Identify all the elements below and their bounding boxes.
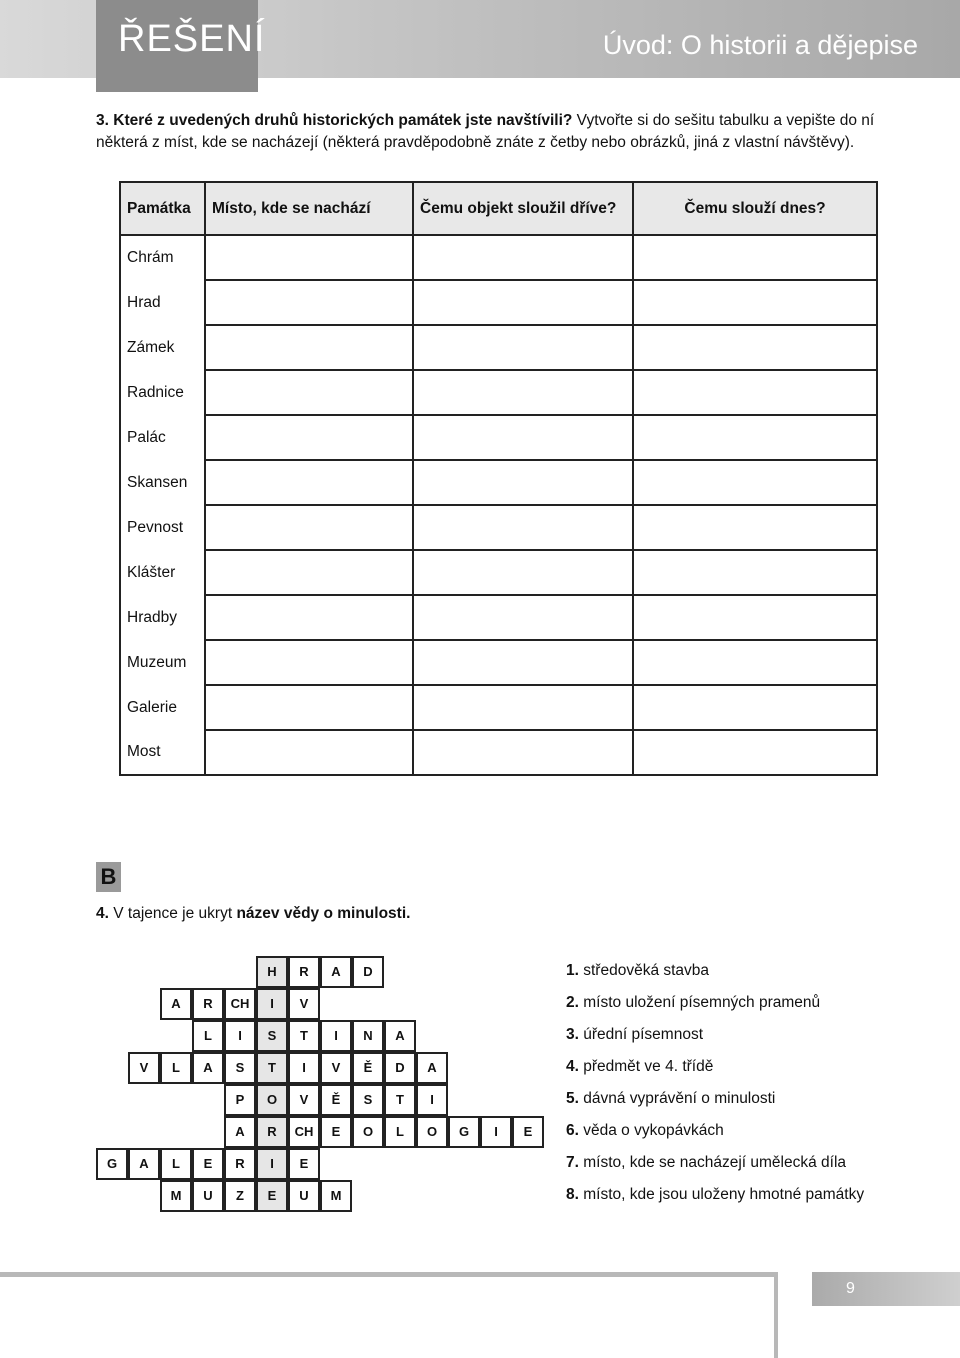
clue-text: místo, kde jsou uloženy hmotné památky (578, 1186, 865, 1203)
crossword-cell[interactable]: G (96, 1148, 128, 1180)
crossword-cell[interactable]: E (512, 1116, 544, 1148)
crossword-cell[interactable]: T (288, 1020, 320, 1052)
footer-divider (774, 1272, 778, 1358)
monument-name: Radnice (120, 370, 205, 415)
clue-item (566, 1090, 775, 1108)
table-row (120, 505, 877, 550)
question-text: V tajence je ukryt (108, 905, 237, 922)
question-bold: název vědy o minulosti. (236, 905, 411, 922)
clue-number: 6. (566, 1122, 579, 1139)
clue-item (566, 994, 820, 1012)
crossword-cell[interactable]: Ě (320, 1084, 352, 1116)
crossword-cell[interactable]: V (288, 988, 320, 1020)
monument-name: Hradby (120, 595, 205, 640)
monument-name: Pevnost (120, 505, 205, 550)
question-number: 4. (96, 905, 109, 922)
table-row (120, 460, 877, 505)
crossword-cell[interactable]: S (352, 1084, 384, 1116)
clue-number: 3. (566, 1026, 579, 1043)
crossword-cell[interactable]: R (192, 988, 224, 1020)
crossword-cell[interactable]: CH (288, 1116, 320, 1148)
footer-line (0, 1272, 776, 1277)
answer-cell[interactable] (205, 370, 413, 415)
answer-cell[interactable] (633, 460, 877, 505)
clue-item (566, 962, 709, 980)
monument-name: Klášter (120, 550, 205, 595)
answer-cell[interactable] (413, 460, 633, 505)
crossword-cell[interactable]: U (192, 1180, 224, 1212)
monument-name: Skansen (120, 460, 205, 505)
clue-text: místo, kde se nacházejí umělecká díla (578, 1154, 847, 1171)
clue-number: 5. (566, 1090, 579, 1107)
monument-name: Palác (120, 415, 205, 460)
table-row (120, 370, 877, 415)
section-b-badge: B (96, 862, 121, 892)
crossword-cell[interactable]: P (224, 1084, 256, 1116)
col-header-misto: Místo, kde se nachází (205, 182, 413, 235)
crossword-cell[interactable]: L (192, 1020, 224, 1052)
answer-cell[interactable] (413, 235, 633, 280)
crossword-cell[interactable]: R (224, 1148, 256, 1180)
clue-item (566, 1186, 864, 1204)
crossword-cell[interactable]: I (480, 1116, 512, 1148)
answer-cell[interactable] (413, 325, 633, 370)
crossword-cell[interactable]: U (288, 1180, 320, 1212)
clue-number: 1. (566, 962, 579, 979)
crossword-cell[interactable]: G (448, 1116, 480, 1148)
crossword-cell[interactable]: E (320, 1116, 352, 1148)
answer-cell[interactable] (413, 370, 633, 415)
answer-cell[interactable] (633, 280, 877, 325)
clue-number: 7. (566, 1154, 579, 1171)
monument-name: Most (120, 730, 205, 775)
crossword-solution-cell[interactable]: T (256, 1052, 288, 1084)
clue-text: předmět ve 4. třídě (578, 1058, 714, 1075)
clue-number: 2. (566, 994, 579, 1011)
answer-cell[interactable] (205, 550, 413, 595)
clue-item (566, 1122, 724, 1140)
crossword-cell[interactable]: V (128, 1052, 160, 1084)
monument-name: Chrám (120, 235, 205, 280)
answer-cell[interactable] (633, 415, 877, 460)
monument-name: Hrad (120, 280, 205, 325)
question-4 (96, 905, 410, 923)
question-bold: Které z uvedených druhů historických památek jste navštívili? (113, 112, 573, 129)
crossword-cell[interactable]: O (416, 1116, 448, 1148)
chapter-title: Úvod: O historii a dějepise (602, 30, 918, 60)
table-row (120, 685, 877, 730)
col-header-dnes: Čemu slouží dnes? (633, 182, 877, 235)
table-row (120, 640, 877, 685)
answer-cell[interactable] (205, 595, 413, 640)
clue-text: úřední písemnost (578, 1026, 704, 1043)
answer-cell[interactable] (205, 505, 413, 550)
col-header-drive: Čemu objekt sloužil dříve? (413, 182, 633, 235)
answer-cell[interactable] (205, 235, 413, 280)
answer-cell[interactable] (413, 505, 633, 550)
monument-name: Zámek (120, 325, 205, 370)
crossword-cell[interactable]: L (160, 1052, 192, 1084)
crossword-cell[interactable]: A (160, 988, 192, 1020)
answer-cell[interactable] (205, 460, 413, 505)
monument-name: Muzeum (120, 640, 205, 685)
answer-cell[interactable] (205, 415, 413, 460)
answer-cell[interactable] (205, 730, 413, 775)
crossword-cell[interactable]: A (128, 1148, 160, 1180)
table-row (120, 280, 877, 325)
crossword-cell[interactable]: L (160, 1148, 192, 1180)
crossword-cell[interactable]: I (224, 1020, 256, 1052)
answer-cell[interactable] (413, 685, 633, 730)
crossword-cell[interactable]: S (224, 1052, 256, 1084)
crossword-cell[interactable]: V (288, 1084, 320, 1116)
answer-cell[interactable] (633, 685, 877, 730)
answer-cell[interactable] (205, 685, 413, 730)
table-row (120, 325, 877, 370)
clue-number: 8. (566, 1186, 579, 1203)
answer-cell[interactable] (413, 415, 633, 460)
crossword-cell[interactable]: I (416, 1084, 448, 1116)
answer-cell[interactable] (413, 550, 633, 595)
monuments-table (119, 181, 878, 776)
table-body (120, 235, 877, 775)
crossword-cell[interactable]: M (160, 1180, 192, 1212)
crossword-solution-cell[interactable]: S (256, 1020, 288, 1052)
answer-cell[interactable] (633, 595, 877, 640)
crossword-cell[interactable]: A (416, 1052, 448, 1084)
answer-cell[interactable] (633, 370, 877, 415)
crossword-cell[interactable]: I (320, 1020, 352, 1052)
answer-cell[interactable] (205, 640, 413, 685)
table-row (120, 235, 877, 280)
answer-cell[interactable] (633, 730, 877, 775)
crossword-cell[interactable]: D (384, 1052, 416, 1084)
crossword-solution-cell[interactable]: I (256, 988, 288, 1020)
crossword-solution-cell[interactable]: E (256, 1180, 288, 1212)
crossword-solution-cell[interactable]: I (256, 1148, 288, 1180)
clue-text: středověká stavba (578, 962, 710, 979)
clue-item (566, 1058, 713, 1076)
answer-cell[interactable] (633, 640, 877, 685)
crossword-cell[interactable]: O (352, 1116, 384, 1148)
answer-cell[interactable] (633, 325, 877, 370)
crossword-cell[interactable]: N (352, 1020, 384, 1052)
crossword-cell[interactable]: A (320, 956, 352, 988)
answer-cell[interactable] (413, 595, 633, 640)
table-row (120, 415, 877, 460)
answer-cell[interactable] (633, 505, 877, 550)
crossword-solution-cell[interactable]: R (256, 1116, 288, 1148)
crossword-cell[interactable]: A (192, 1052, 224, 1084)
crossword-cell[interactable]: E (288, 1148, 320, 1180)
question-number: 3. (96, 112, 109, 129)
answer-cell[interactable] (205, 280, 413, 325)
clue-item (566, 1026, 703, 1044)
crossword-cell[interactable]: D (352, 956, 384, 988)
table-row (120, 595, 877, 640)
crossword-solution-cell[interactable]: H (256, 956, 288, 988)
clue-number: 4. (566, 1058, 579, 1075)
crossword-cell[interactable]: A (384, 1020, 416, 1052)
col-header-pamatka: Památka (120, 182, 205, 235)
answer-cell[interactable] (413, 280, 633, 325)
crossword-cell[interactable]: E (192, 1148, 224, 1180)
answer-cell[interactable] (413, 730, 633, 775)
crossword-solution-cell[interactable]: O (256, 1084, 288, 1116)
question-3 (96, 110, 886, 154)
page-number: 9 (846, 1280, 855, 1297)
crossword-cell[interactable]: T (384, 1084, 416, 1116)
answer-cell[interactable] (205, 325, 413, 370)
section-title: ŘEŠENÍ (118, 18, 266, 60)
clue-item (566, 1154, 846, 1172)
page-number-box (812, 1272, 960, 1306)
monument-name: Galerie (120, 685, 205, 730)
question-text: Vytvořte si do sešitu tabulku a vepište do ní některá z míst, kde se nacházejí (některá pravděpodobně znáte z četby nebo obrázků, jiná z vlastní návštěvy). (96, 112, 875, 151)
clue-text: místo uložení písemných pramenů (578, 994, 821, 1011)
table-row (120, 550, 877, 595)
crossword-cell[interactable]: CH (224, 988, 256, 1020)
crossword-cell[interactable]: L (384, 1116, 416, 1148)
crossword-cell[interactable]: V (320, 1052, 352, 1084)
clue-text: věda o vykopávkách (578, 1122, 724, 1139)
answer-cell[interactable] (633, 550, 877, 595)
answer-cell[interactable] (413, 640, 633, 685)
crossword-cell[interactable]: R (288, 956, 320, 988)
crossword-cell[interactable]: Z (224, 1180, 256, 1212)
crossword-cell[interactable]: I (288, 1052, 320, 1084)
crossword-cell[interactable]: Ě (352, 1052, 384, 1084)
clue-text: dávná vyprávění o minulosti (578, 1090, 776, 1107)
answer-cell[interactable] (633, 235, 877, 280)
table-row (120, 730, 877, 775)
crossword-cell[interactable]: A (224, 1116, 256, 1148)
crossword-cell[interactable]: M (320, 1180, 352, 1212)
